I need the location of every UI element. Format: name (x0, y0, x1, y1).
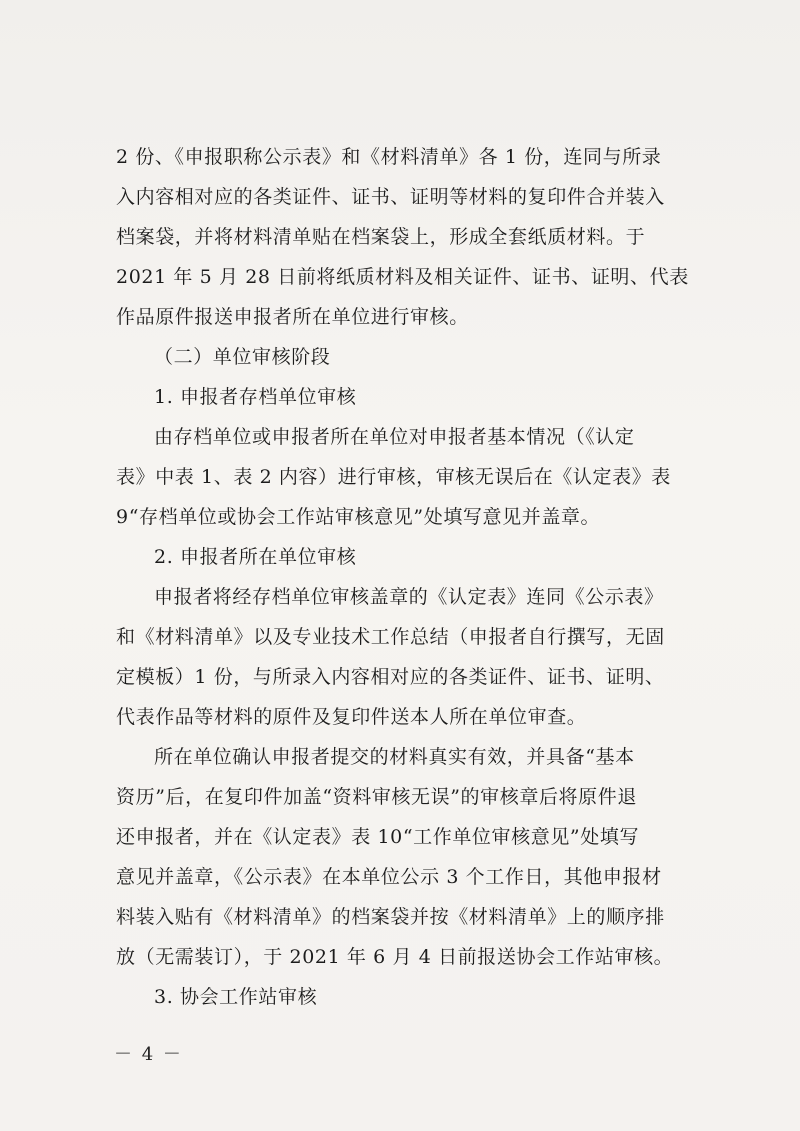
text-line: 定模板）1 份，与所录入内容相对应的各类证件、证书、证明、 (116, 666, 665, 688)
text-line: 料装入贴有《材料清单》的档案袋并按《材料清单》上的顺序排 (116, 906, 665, 928)
text-line: 2021 年 5 月 28 日前将纸质材料及相关证件、证书、证明、代表 (116, 266, 689, 288)
text-line: 申报者将经存档单位审核盖章的《认定表》连同《公示表》 (154, 586, 664, 608)
subsection-heading: 3. 协会工作站审核 (154, 986, 318, 1008)
text-line: 放（无需装订），于 2021 年 6 月 4 日前报送协会工作站审核。 (116, 946, 674, 968)
text-line: 2 份、《申报职称公示表》和《材料清单》各 1 份，连同与所录 (116, 146, 662, 168)
text-line: 代表作品等材料的原件及复印件送本人所在单位审查。 (116, 706, 587, 728)
page-number: － 4 － (114, 1044, 183, 1065)
text-line: 作品原件报送申报者所在单位进行审核。 (116, 306, 469, 328)
text-line: 由存档单位或申报者所在单位对申报者基本情况（《认定 (154, 426, 635, 448)
text-line: 意见并盖章，《公示表》在本单位公示 3 个工作日，其他申报材 (116, 866, 662, 888)
text-line: 和《材料清单》以及专业技术工作总结（申报者自行撰写，无固 (116, 626, 665, 648)
text-line: 入内容相对应的各类证件、证书、证明等材料的复印件合并装入 (116, 186, 665, 208)
subsection-heading: 1. 申报者存档单位审核 (154, 386, 357, 408)
subsection-heading: 2. 申报者所在单位审核 (154, 546, 357, 568)
section-heading: （二）单位审核阶段 (154, 346, 331, 368)
text-line: 所在单位确认申报者提交的材料真实有效，并具备“基本 (154, 746, 635, 768)
text-line: 档案袋，并将材料清单贴在档案袋上，形成全套纸质材料。于 (116, 226, 646, 248)
text-line: 资历”后，在复印件加盖“资料审核无误”的审核章后将原件退 (116, 786, 637, 808)
text-line: 表》中表 1、表 2 内容）进行审核，审核无误后在《认定表》表 (116, 466, 671, 488)
text-line: 9“存档单位或协会工作站审核意见”处填写意见并盖章。 (116, 506, 601, 528)
text-line: 还申报者，并在《认定表》表 10“工作单位审核意见”处填写 (116, 826, 640, 848)
